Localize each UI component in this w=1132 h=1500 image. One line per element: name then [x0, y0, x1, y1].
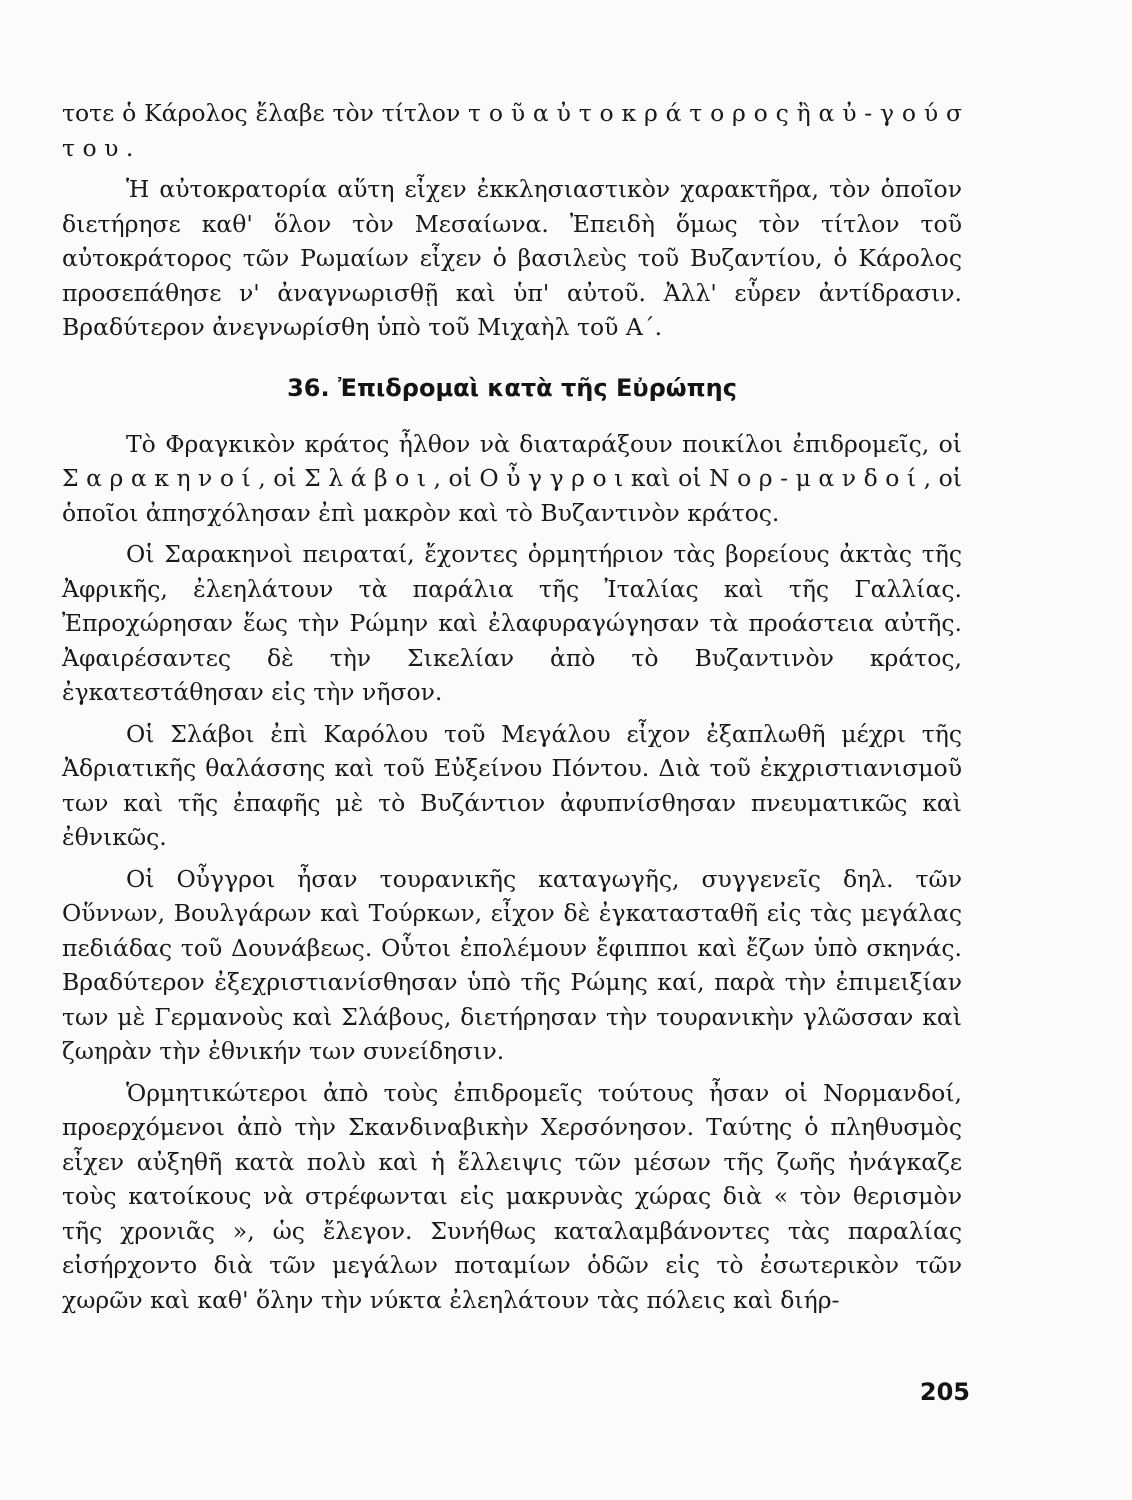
page-text [62, 96, 962, 1317]
page-number: 205 [919, 1378, 970, 1406]
paragraph-slavs: Οἱ Σλάβοι ἐπὶ Καρόλου τοῦ Μεγάλου εἶχον ἐξαπλωθῆ μέχρι τῆς Ἀδριατικῆς θαλάσσης καὶ τοῦ Εὐξείνου Πόντου. Διὰ τοῦ ἐκχριστιανισμοῦ των καὶ τῆς ἐπαφῆς μὲ τὸ Βυζάντιον ἀφυπνίσθησαν πνευματικῶς καὶ ἐθνικῶς. [62, 719, 962, 851]
paragraph-continuation: τοτε ὁ Κάρολος ἔλαβε τὸν τίτλον τ ο ῦ α ὐ τ ο κ ρ ά τ ο ρ ο ς ἢ α ὐ - γ ο ύ σ τ ο υ . [62, 99, 962, 162]
paragraph-empire: Ἡ αὐτοκρατορία αὕτη εἶχεν ἐκκλησιαστικὸν χαρακτῆρα, τὸν ὁποῖον διετήρησε καθ' ὅλον τὸν Μεσαίωνα. Ἐπειδὴ ὅμως τὸν τίτλον τοῦ αὐτοκράτορος τῶν Ρωμαίων εἶχεν ὁ βασιλεὺς τοῦ Βυζαντίου, ὁ Κάρολος προσεπάθησε ν' ἀναγνωρισθῇ καὶ ὑπ' αὐτοῦ. Ἀλλ' εὗρεν ἀντίδρασιν. Βραδύτερον ἀνεγνωρίσθη ὑπὸ τοῦ Μιχαὴλ τοῦ Α΄. [62, 175, 962, 341]
paragraph-normans: Ὁρμητικώτεροι ἀπὸ τοὺς ἐπιδρομεῖς τούτους ἦσαν οἱ Νορμανδοί, προερχόμενοι ἀπὸ τὴν Σκανδιναβικὴν Χερσόνησον. Ταύτης ὁ πληθυσμὸς εἶχεν αὐξηθῆ κατὰ πολὺ καὶ ἡ ἔλλειψις τῶν μέσων τῆς ζωῆς ἠνάγκαζε τοὺς κατοίκους νὰ στρέφωνται εἰς μακρυνὰς χώρας διὰ « τὸν θερισμὸν τῆς χρονιᾶς », ὡς ἔλεγον. Συνήθως καταλαμβάνοντες τὰς παραλίας εἰσήρχοντο διὰ τῶν μεγάλων ποταμίων ὁδῶν εἰς τὸ ἐσωτερικὸν τῶν χωρῶν καὶ καθ' ὅλην τὴν νύκτα ἐλεηλάτουν τὰς πόλεις καὶ διήρ- [62, 1078, 962, 1314]
section-heading: 36. Ἐπιδρομαὶ κατὰ τῆς Εὐρώπης [287, 373, 737, 402]
paragraph-invaders: Τὸ Φραγκικὸν κράτος ἦλθον νὰ διαταράξουν ποικίλοι ἐπιδρομεῖς, οἱ Σ α ρ α κ η ν ο ί , οἱ Σ λ ά β ο ι , οἱ Ο ὖ γ γ ρ ο ι καὶ οἱ Ν ο ρ - μ α ν δ ο ί , οἱ ὁποῖοι ἀπησχόλησαν ἐπὶ μακρὸν καὶ τὸ Βυζαντινὸν κράτος. [62, 429, 962, 527]
paragraph-hungarians: Οἱ Οὖγγροι ἦσαν τουρανικῆς καταγωγῆς, συγγενεῖς δηλ. τῶν Οὕννων, Βουλγάρων καὶ Τούρκων, εἶχον δὲ ἐγκατασταθῆ εἰς τὰς μεγάλας πεδιάδας τοῦ Δουνάβεως. Οὗτοι ἐπολέμουν ἔφιπποι καὶ ἔζων ὑπὸ σκηνάς. Βραδύτερον ἐξεχριστιανίσθησαν ὑπὸ τῆς Ρώμης καί, παρὰ τὴν ἐπιμειξίαν των μὲ Γερμανοὺς καὶ Σλάβους, διετήρησαν τὴν τουρανικὴν γλῶσσαν καὶ ζωηρὰν τὴν ἐθνικήν των συνείδησιν. [62, 864, 962, 1065]
paragraph-saracens: Οἱ Σαρακηνοὶ πειραταί, ἔχοντες ὁρμητήριον τὰς βορείους ἀκτὰς τῆς Ἀφρικῆς, ἐλεηλάτουν τὰ παράλια τῆς Ἰταλίας καὶ τῆς Γαλλίας. Ἐπροχώρησαν ἕως τὴν Ρώμην καὶ ἐλαφυραγώγησαν τὰ προάστεια αὐτῆς. Ἀφαιρέσαντες δὲ τὴν Σικελίαν ἀπὸ τὸ Βυζαντινὸν κράτος, ἐγκατεστάθησαν εἰς τὴν νῆσον. [62, 540, 962, 706]
